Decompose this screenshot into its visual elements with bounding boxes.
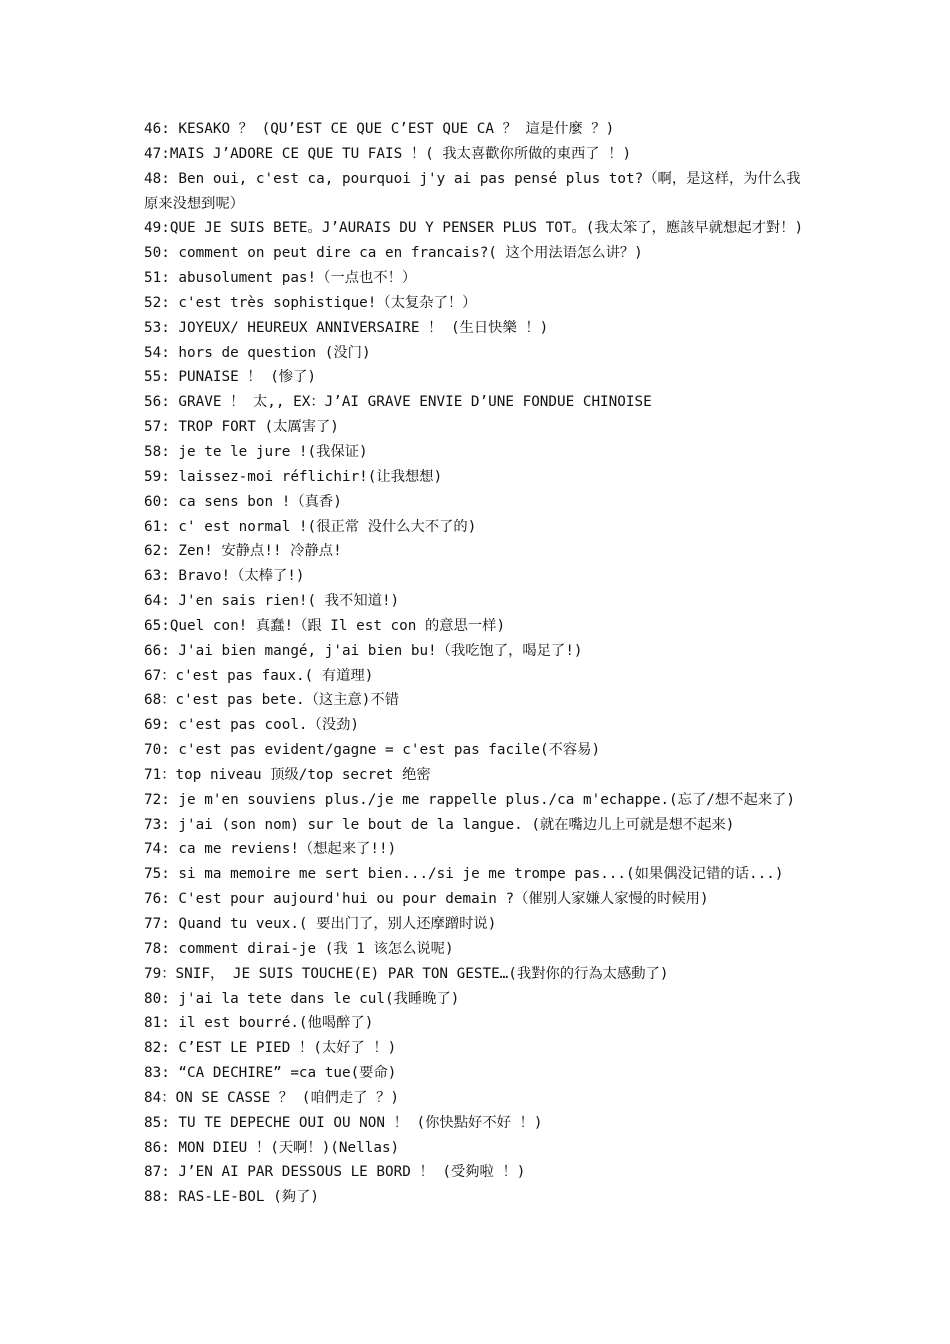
phrase-line: 68：c'est pas bete.（这主意)不错 (144, 692, 400, 709)
phrase-line: 71：top niveau 顶级/top secret 绝密 (144, 766, 431, 783)
phrase-line: 48: Ben oui, c'est ca, pourquoi j'y ai pas pensé plus tot?（啊，是这样，为什么我原来没想到呢） (144, 170, 801, 212)
phrase-line: 60: ca sens bon !（真香) (144, 493, 342, 510)
phrase-line: 52: c'est très sophistique!（太复杂了！） (144, 294, 477, 311)
phrase-line: 87: J’EN AI PAR DESSOUS LE BORD ！ (受夠啦 ！) (144, 1164, 526, 1181)
phrase-line: 66: J'ai bien mangé, j'ai bien bu!（我吃饱了，喝足了!) (144, 642, 583, 659)
phrase-line: 77: Quand tu veux.( 要出门了，别人还摩蹭时说) (144, 916, 497, 932)
phrase-line: 74: ca me reviens!（想起来了!!) (144, 841, 397, 858)
phrase-line: 79：SNIF， JE SUIS TOUCHE(E) PAR TON GESTE…(我對你的行為太感動了) (144, 965, 669, 982)
phrase-line: 70: c'est pas evident/gagne = c'est pas facile(不容易) (144, 742, 601, 759)
phrase-line: 55: PUNAISE ！ (惨了) (144, 369, 317, 386)
phrase-line: 73: j'ai (son nom) sur le bout de la langue. (就在嘴边儿上可就是想不起来) (144, 816, 735, 833)
phrase-line: 72: je m'en souviens plus./je me rappelle plus./ca m'echappe.(忘了/想不起来了) (144, 791, 795, 808)
phrase-line: 80: j'ai la tete dans le cul(我睡晚了) (144, 990, 460, 1007)
phrase-line: 64: J'en sais rien!( 我不知道!) (144, 593, 400, 610)
phrase-line: 76: C'est pour aujourd'hui ou pour demain ?（催别人家嫌人家慢的时候用) (144, 891, 709, 908)
phrase-line: 86: MON DIEU ！(天啊！)(Nellas) (144, 1139, 400, 1156)
phrase-line: 49:QUE JE SUIS BETE。J’AURAIS DU Y PENSER PLUS TOT。(我太笨了，應該早就想起才對！) (144, 220, 804, 237)
phrase-line: 69: c'est pas cool.（没劲) (144, 717, 360, 734)
phrase-line: 88: RAS-LE-BOL (夠了) (144, 1189, 319, 1206)
phrase-line: 56: GRAVE ！ 太,, EX：J’AI GRAVE ENVIE D’UNE FONDUE CHINOISE (144, 394, 652, 411)
phrase-line: 50: comment on peut dire ca en francais?( 这个用法语怎么讲？) (144, 245, 643, 262)
phrase-line: 83: “CA DECHIRE” =ca tue(要命) (144, 1065, 397, 1082)
phrase-line: 53: JOYEUX/ HEUREUX ANNIVERSAIRE ！ (生日快樂 ！) (144, 319, 549, 336)
phrase-line: 67：c'est pas faux.( 有道理) (144, 667, 374, 684)
phrase-line: 78: comment dirai-je (我 1 该怎么说呢) (144, 940, 454, 957)
phrase-line: 46: KESAKO ？ (QU’EST CE QUE C’EST QUE CA ？ 這是什麼 ？) (144, 121, 615, 137)
phrase-list (144, 117, 814, 1210)
phrase-line: 75: si ma memoire me sert bien.../si je me trompe pas...(如果偶没记错的话...) (144, 866, 784, 883)
phrase-line: 81: il est bourré.(他喝醉了) (144, 1015, 374, 1032)
phrase-line: 47:MAIS J’ADORE CE QUE TU FAIS ！( 我太喜歡你所做的東西了 ！) (144, 145, 632, 162)
phrase-line: 82: C’EST LE PIED ！(太好了 ！) (144, 1040, 397, 1057)
phrase-line: 54: hors de question (没门) (144, 344, 371, 361)
phrase-line: 62: Zen! 安静点!! 冷静点! (144, 543, 342, 560)
phrase-line: 57: TROP FORT (太厲害了) (144, 419, 339, 436)
phrase-line: 85: TU TE DEPECHE OUI OU NON ！ (你快點好不好 ！) (144, 1114, 543, 1131)
phrase-line: 65:Quel con! 真蠢!（跟 Il est con 的意思一样) (144, 617, 506, 634)
phrase-line: 63: Bravo!（太棒了!) (144, 568, 305, 585)
phrase-line: 84：ON SE CASSE ？ (咱們走了 ？) (144, 1089, 400, 1106)
phrase-line: 58: je te le jure !(我保证) (144, 443, 368, 460)
phrase-line: 59: laissez-moi réflichir!(让我想想) (144, 468, 443, 485)
phrase-line: 51: abusolument pas!（一点也不！） (144, 270, 417, 287)
phrase-line: 61: c' est normal !(很正常 没什么大不了的) (144, 518, 477, 535)
